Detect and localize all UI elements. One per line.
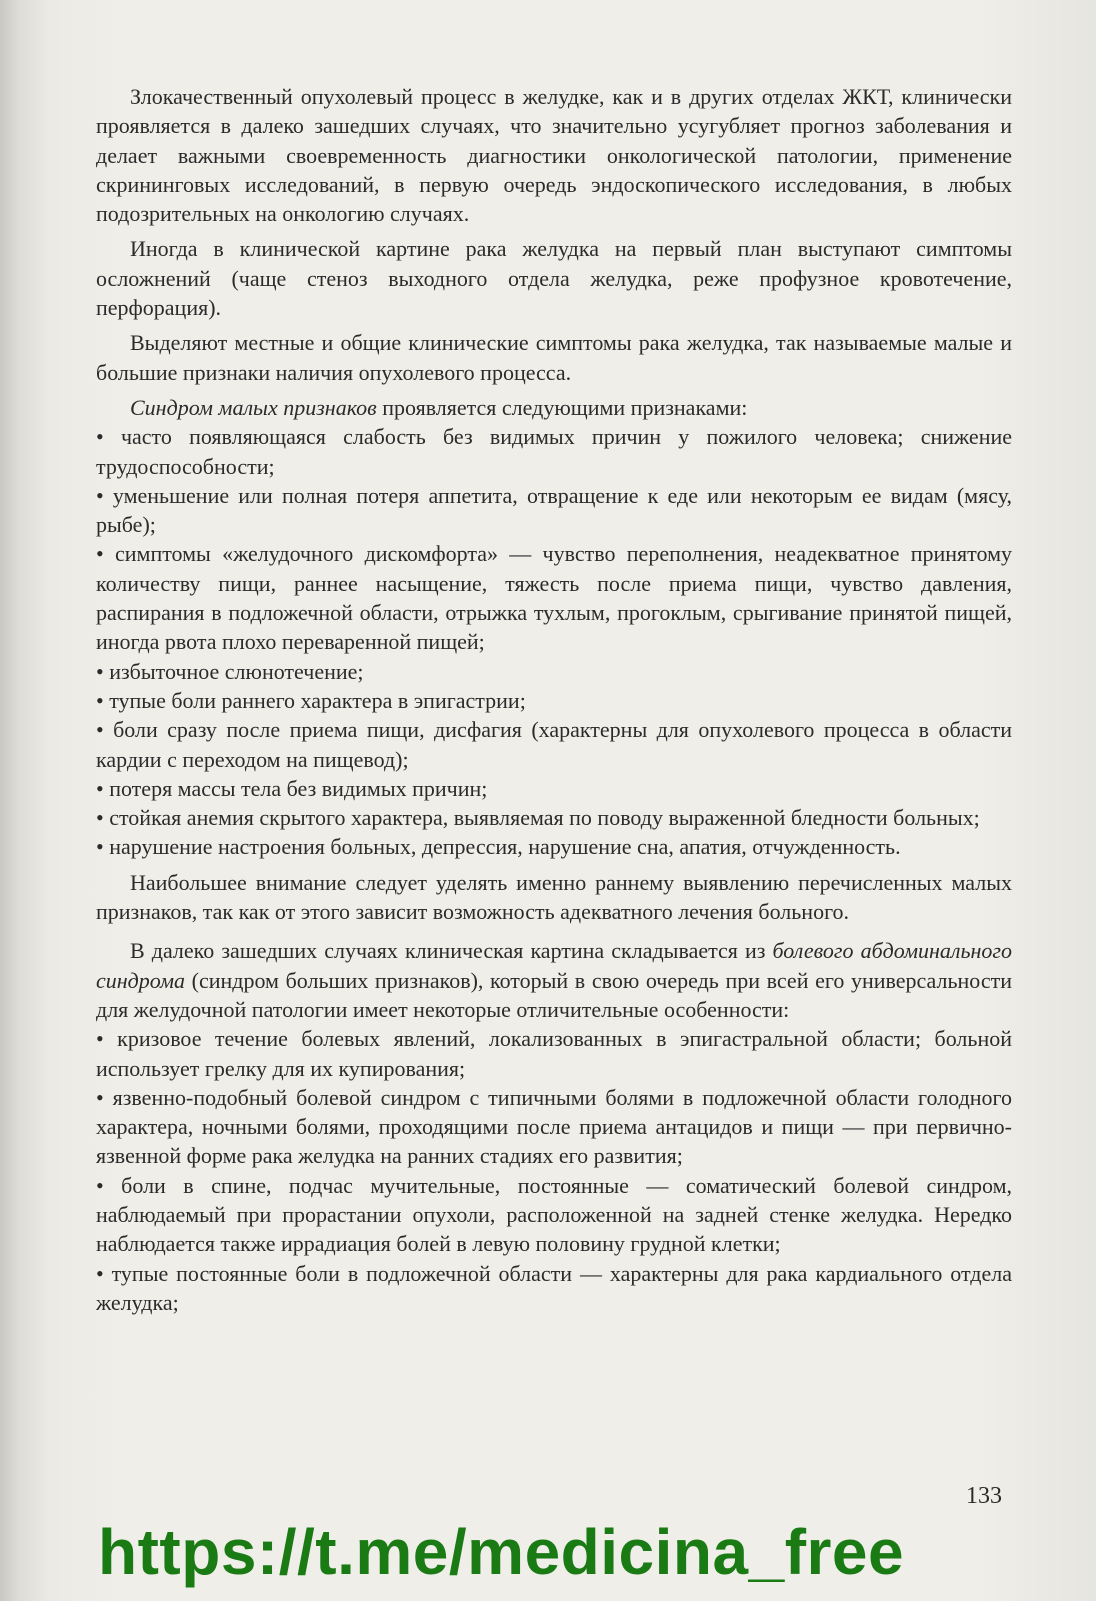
list-item-text: боли сразу после приема пищи, дисфагия (характерны для опухолевого процесса в области кардии с переходом на пищевод); xyxy=(96,717,1012,772)
list-item xyxy=(96,715,1012,774)
list-item xyxy=(96,774,1012,803)
bullet-icon: • xyxy=(96,717,104,743)
list-item xyxy=(96,1083,1012,1171)
list-item-text: язвенно-подобный болевой синдром с типичными болями в подложечной области голодного характера, ночными болями, проходящими после приема антацидов и пищи — при первично-язвенной форме рака желудка на ранних стадиях его развития; xyxy=(96,1084,1013,1169)
list-item xyxy=(96,539,1012,656)
large-signs-term: болевого абдоминального синдрома xyxy=(96,938,1012,993)
list-item-text: потеря массы тела без видимых причин; xyxy=(109,775,488,801)
bullet-icon: • xyxy=(96,1026,104,1052)
bullet-icon: • xyxy=(96,1260,104,1286)
list-item-text: нарушение настроения больных, депрессия, нарушение сна, апатия, отчужденность. xyxy=(109,834,901,860)
list-item xyxy=(96,803,1012,832)
bullet-icon: • xyxy=(96,541,104,567)
bullet-icon: • xyxy=(96,834,104,860)
bullet-icon: • xyxy=(96,687,104,713)
page-number: 133 xyxy=(966,1483,1002,1509)
small-signs-term: Синдром малых признаков xyxy=(130,394,377,420)
bullet-icon: • xyxy=(96,1084,104,1110)
list-item xyxy=(96,1171,1012,1259)
paragraph-complications: Иногда в клинической картине рака желудка на первый план выступают симптомы осложнений (чаще стеноз выходного отдела желудка, реже профузное кровотечение, перфорация). xyxy=(96,236,1012,321)
bullet-icon: • xyxy=(96,658,104,684)
list-item xyxy=(96,1259,1012,1318)
small-signs-intro-rest: проявляется следующими признаками: xyxy=(376,394,748,420)
list-item-text: тупые боли раннего характера в эпигастрии; xyxy=(109,687,526,713)
list-item xyxy=(96,481,1012,540)
list-item-text: стойкая анемия скрытого характера, выявляемая по поводу выраженной бледности больных; xyxy=(109,805,980,831)
paragraph-local-general-symptoms: Выделяют местные и общие клинические симптомы рака желудка, так называемые малые и большие признаки наличия опухолевого процесса. xyxy=(96,330,1012,385)
list-item-text: избыточное слюнотечение; xyxy=(109,658,364,684)
paragraph-early-detection: Наибольшее внимание следует уделять именно раннему выявлению перечисленных малых признаков, так как от этого зависит возможность адекватного лечения больного. xyxy=(96,869,1012,925)
list-item xyxy=(96,657,1012,686)
bullet-icon: • xyxy=(96,775,104,801)
list-item xyxy=(96,422,1012,481)
paragraph-malignant-process: Злокачественный опухолевый процесс в желудке, как и в других отделах ЖКТ, клинически проявляется в далеко зашедших случаях, что значительно усугубляет прогноз заболевания и делает важными своевременность диагностики онкологической патологии, применение скрининговых исследований, в первую очередь эндоскопического исследования, в любых подозрительных на онкологию случаях. xyxy=(96,84,1012,227)
large-signs-rest: (синдром больших признаков), который в свою очередь при всей его универсальности для желудочной патологии имеет некоторые отличительные особенности: xyxy=(96,967,1012,1022)
list-item-text: кризовое течение болевых явлений, локализованных в эпигастральной области; больной использует грелку для их купирования; xyxy=(96,1026,1012,1081)
page-text xyxy=(96,82,1012,1317)
bullet-icon: • xyxy=(96,805,104,831)
channel-link-watermark[interactable]: https://t.me/medicina_free xyxy=(98,1516,905,1588)
bullet-icon: • xyxy=(96,424,104,450)
bullet-icon: • xyxy=(96,482,104,508)
list-item xyxy=(96,1024,1012,1083)
large-signs-intro xyxy=(96,936,1012,1024)
large-signs-lead: В далеко зашедших случаях клиническая картина складывается из xyxy=(130,938,773,964)
list-item-text: симптомы «желудочного дискомфорта» — чувство переполнения, неадекватное принятому количеству пищи, раннее насыщение, тяжесть после приема пищи, чувство давления, распирания в подложечной области, отрыжка тухлым, прогоклым, срыгивание принятой пищей, иногда рвота плохо переваренной пищей; xyxy=(96,541,1012,655)
list-item xyxy=(96,832,1012,861)
small-signs-intro xyxy=(96,393,1012,422)
list-item-text: уменьшение или полная потеря аппетита, отвращение к еде или некоторым ее видам (мясу, рыбе); xyxy=(96,482,1012,538)
list-item-text: боли в спине, подчас мучительные, постоянные — соматический болевой синдром, наблюдаемый при прорастании опухоли, расположенной на задней стенке желудка. Нередко наблюдается также иррадиация болей в левую половину грудной клетки; xyxy=(96,1172,1013,1257)
list-item xyxy=(96,686,1012,715)
list-item-text: тупые постоянные боли в подложечной области — характерны для рака кардиального отдела желудка; xyxy=(96,1260,1012,1315)
bullet-icon: • xyxy=(96,1172,104,1198)
list-item-text: часто появляющаяся слабость без видимых причин у пожилого человека; снижение трудоспособности; xyxy=(96,424,1012,479)
